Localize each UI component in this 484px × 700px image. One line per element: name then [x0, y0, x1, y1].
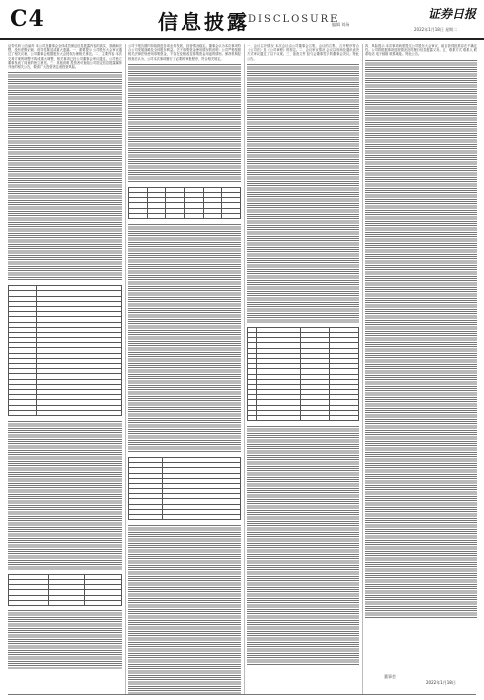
column-2-body-lines: [128, 223, 241, 453]
article-column-1: [8, 44, 122, 694]
column-2-body-lines: [128, 524, 241, 694]
column-1-text: 证券代码 公告编号 本公司及董事会全体成员保证信息披露内容的真实、准确和完整，没有虚假记载、误导性陈述或重大遗漏。一、重要提示 公司股东大会审议通过了相关议案，公司董事会根据股东大会授权办理相关事宜。二、主要内容 本次交易方案的调整不构成重大调整，相关事项已经公司董事会审议通过。公司独立董事发表了同意的独立意见。三、其他说明 投资者可查阅公司指定信息披露媒体刊登的相关公告，敬请广大投资者注意投资风险。: [8, 44, 122, 70]
column-1-table-2: [8, 574, 122, 606]
column-1-body-lines: [8, 71, 122, 281]
column-3-text: 一、会议召开情况 本次会议由公司董事会召集，会议的召集、召开程序符合《公司法》及《公司章程》的规定。二、会议审议情况 会议以现场及通讯表决方式审议通过了以下议案。三、备查文件 经与会董事签字的董事会决议。特此公告。: [247, 44, 359, 61]
column-2-body-lines: [128, 63, 241, 183]
column-2-table-2: [128, 457, 241, 520]
column-2-text: 公司于报告期内持续推进各项业务发展，经营情况稳定。董事会认为本次事项符合公司发展战略及全体股东利益。关于募集资金使用情况的说明：公司严格按照相关法律法规使用募集资金，不存在变相改变募集资金用途的情形。保荐机构经核查后认为，公司本次事项履行了必要的审批程序，符合相关规定。: [128, 44, 241, 61]
column-4-text: 四、风险提示 本次事项尚需提交公司股东大会审议，能否获得批准存在不确定性。公司将根据事项进展情况及时履行信息披露义务。五、联系方式 联系人 联系电话 电子邮箱 联系地址。特此公告。: [365, 44, 477, 57]
table-row: [9, 410, 122, 415]
edition-meta: 编辑 刘玚: [332, 22, 350, 27]
column-divider: [244, 44, 245, 694]
column-divider: [362, 44, 363, 694]
column-3-body-lines: [247, 425, 359, 665]
table-row: [9, 600, 122, 605]
section-title: 信息披露: [158, 10, 250, 34]
signature: 董事会: [384, 674, 396, 679]
column-1-body-lines: [8, 420, 122, 570]
newspaper-logo: 证券日报: [428, 7, 477, 21]
section-title-en: DISCLOSURE: [248, 14, 340, 25]
column-divider: [125, 44, 126, 694]
column-3-table: [247, 327, 359, 421]
table-row: [248, 416, 359, 421]
table-row: [129, 515, 241, 520]
table-row: [129, 213, 241, 218]
signature-date: 2022年1月18日: [426, 680, 456, 685]
article-column-2: [128, 44, 241, 694]
column-4-body-lines: [365, 59, 477, 619]
page-footer-rule: [8, 694, 476, 696]
column-2-table: [128, 187, 241, 219]
article-column-4: [365, 44, 477, 694]
page-number: C4: [10, 6, 45, 32]
column-3-body-lines: [247, 63, 359, 323]
page-header: [0, 0, 484, 40]
article-column-3: [247, 44, 359, 694]
date-meta: 2022年1月18日 星期二: [414, 27, 458, 32]
column-1-body-lines: [8, 609, 122, 669]
column-1-table: [8, 285, 122, 416]
